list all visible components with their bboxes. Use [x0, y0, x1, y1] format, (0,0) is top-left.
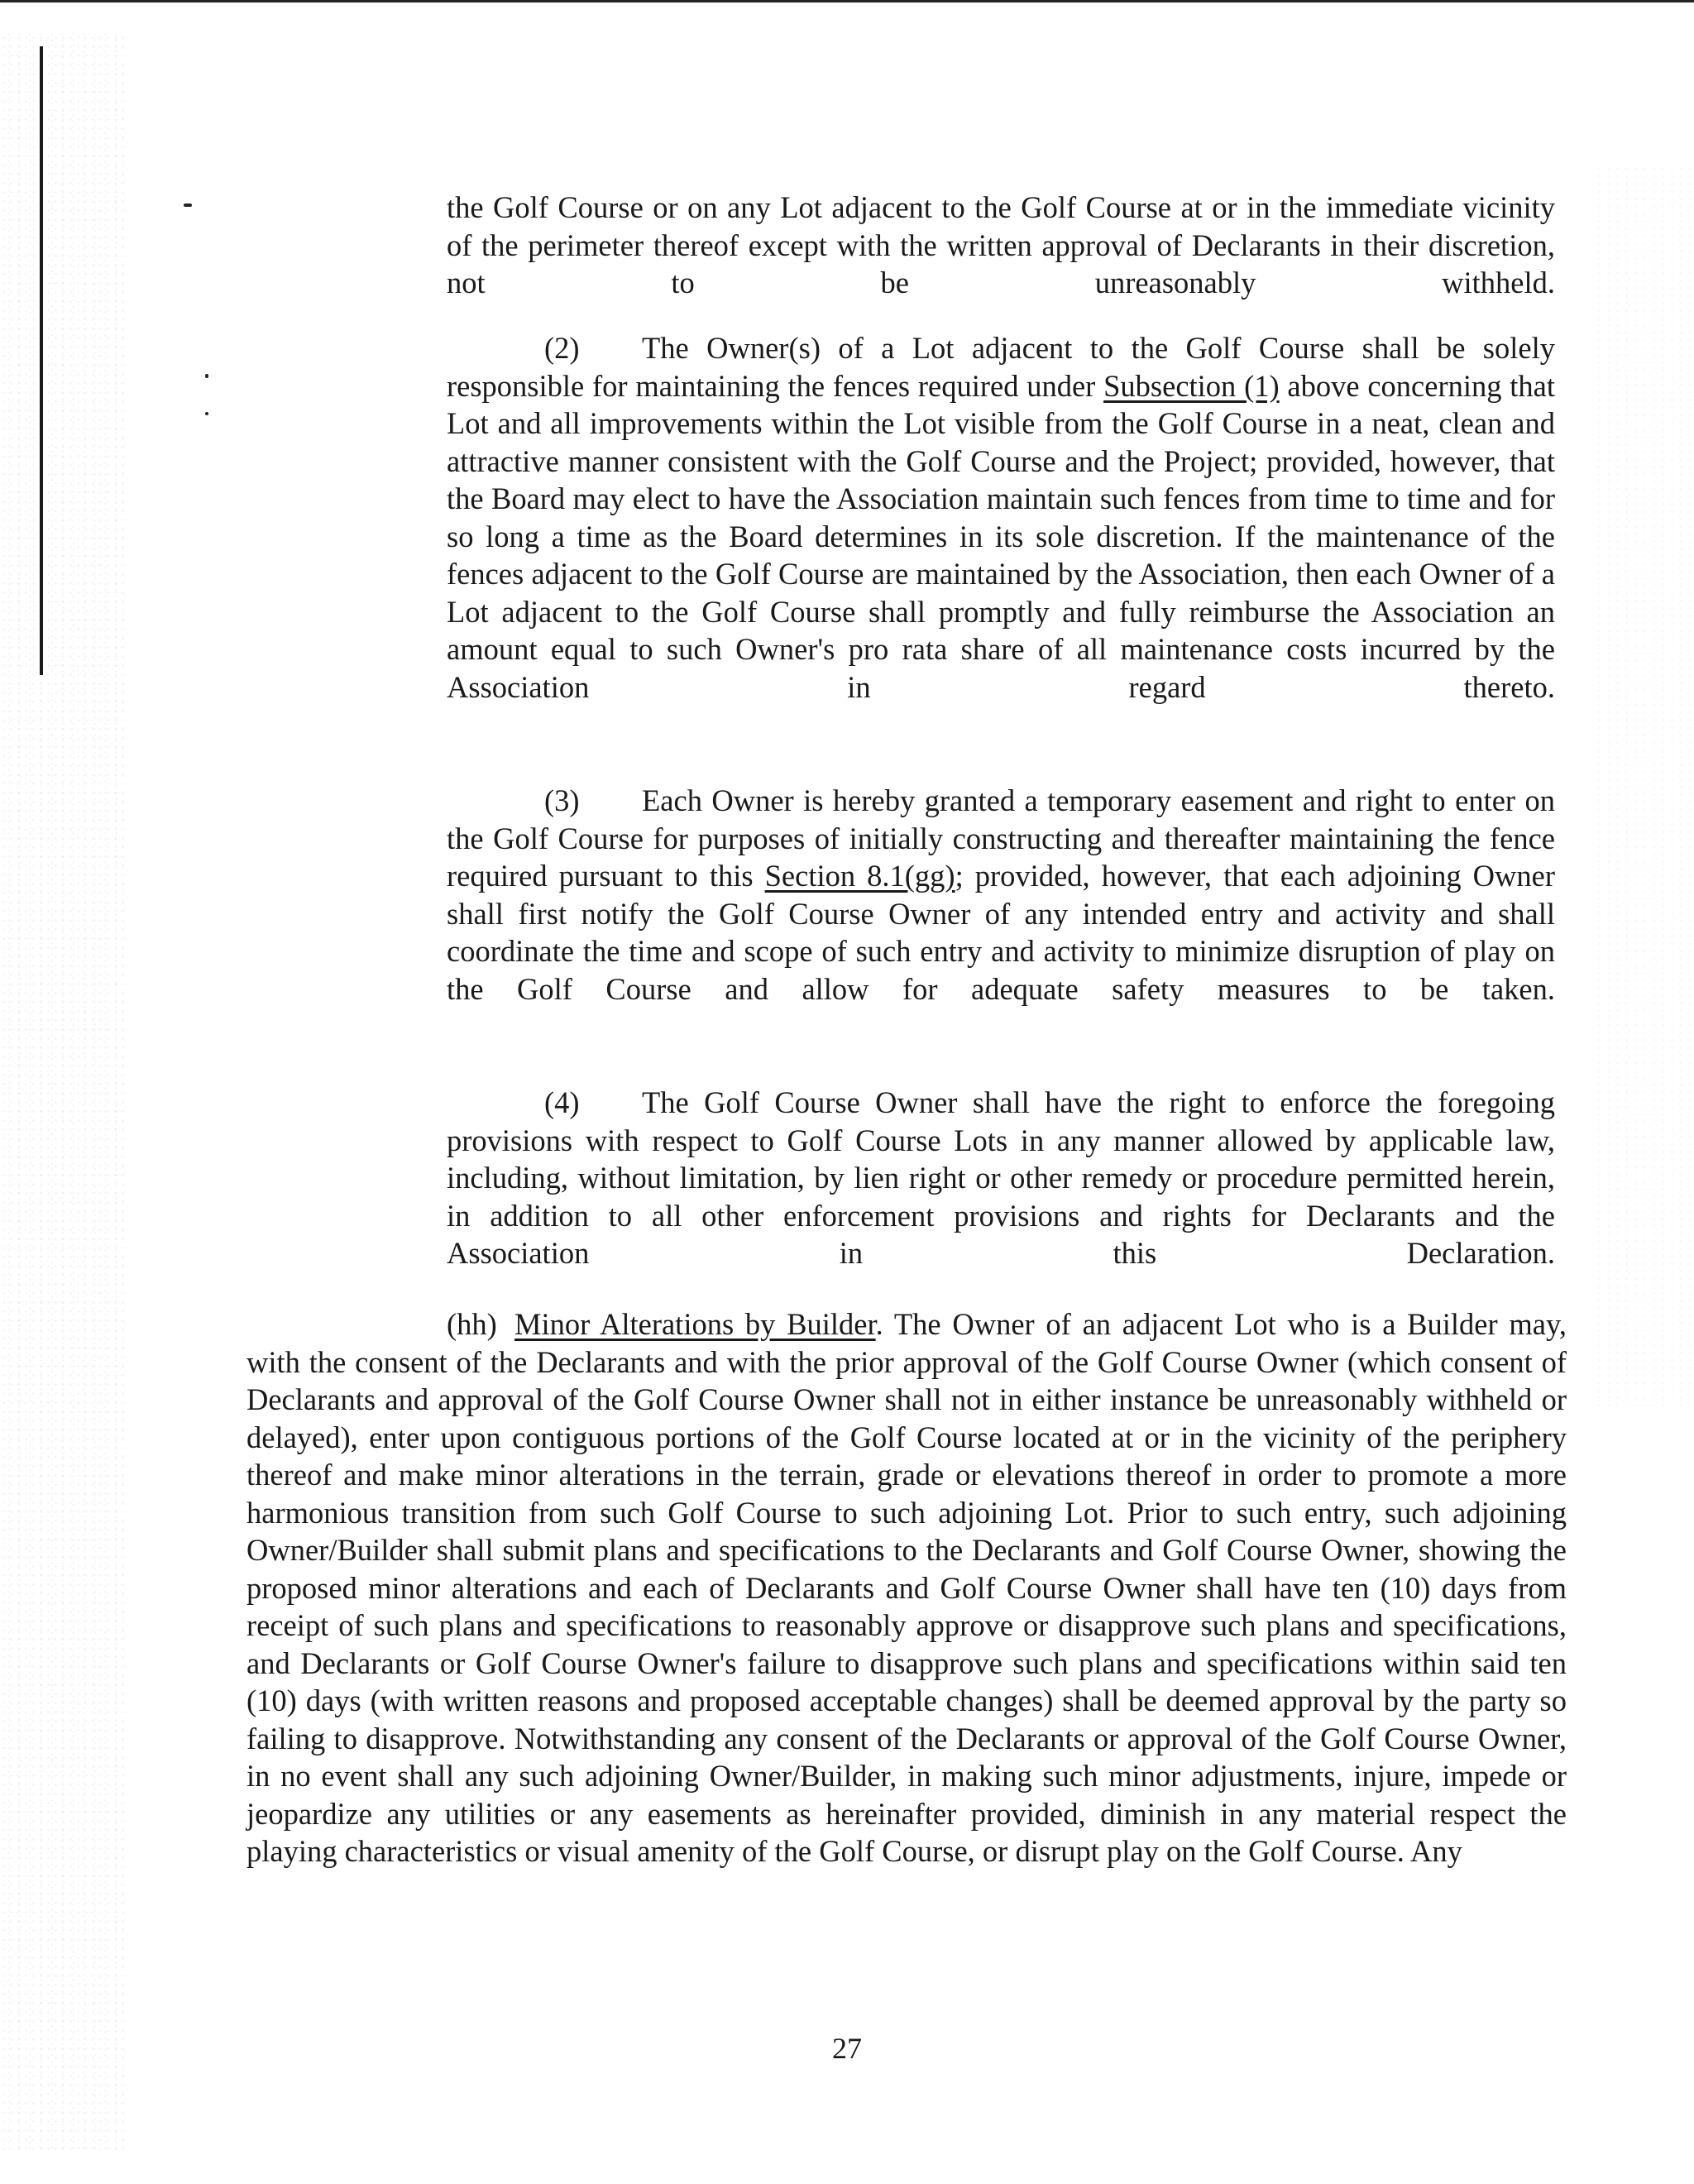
margin-mark [205, 412, 208, 415]
paragraph-number: (4) [544, 1085, 580, 1119]
paragraph-text: . The Owner of an adjacent Lot who is a Builder may, with the consent of the Declarants and with the prior approval of the Golf Course Owner (which consent of Declarants and approval of the Golf Course Owner shall not in either instance be unreasonably withheld or delayed), enter upon contiguous portions of the Golf Course located at or in the vicinity of the periphery thereof and make minor alterations in the terrain, grade or elevations thereof in order to promote a more harmonious transition from such Golf Course to such adjoining Lot. Prior to such entry, such adjoining Owner/Builder shall submit plans and specifications to the Declarants and Golf Course Owner, showing the proposed minor alterations and each of Declarants and Golf Course Owner shall have ten (10) days from receipt of such plans and specifications to reasonably approve or disapprove such plans and specifications, and Declarants or Golf Course Owner's failure to disapprove such plans and specifications within said ten (10) days (with written reasons and proposed acceptable changes) shall be deemed approval by the party so failing to disapprove. Notwithstanding any consent of the Declarants or approval of the Golf Course Owner, in no event shall any such adjoining Owner/Builder, in making such minor adjustments, injure, impede or jeopardize any utilities or any easements as hereinafter provided, diminish in any material respect the playing characteristics or visual amenity of the Golf Course, or disrupt play on the Golf Course. Any [246, 1307, 1567, 1868]
paragraph-text: The Owner(s) of a Lot adjacent to the Golf Course shall be solely responsible for maintaining the fences required under [447, 331, 1555, 403]
continuation-text: the Golf Course or on any Lot adjacent to the Golf Course at or in the immediate vicinity of the perimeter thereof except with the written approval of Declarants in their discretion, not to be unreasonably withheld. [447, 190, 1555, 299]
continuation-paragraph [447, 189, 1555, 302]
margin-mark [184, 204, 192, 207]
paragraph-text: above concerning that Lot and all improvements within the Lot visible from the Golf Course in a neat, clean and attractive manner consistent with the Golf Course and the Project; provided, however, that the Board may elect to have the Association maintain such fences from time to time and for so long a time as the Board determines in its sole discretion. If the maintenance of the fences adjacent to the Golf Course are maintained by the Association, then each Owner of a Lot adjacent to the Golf Course shall promptly and fully reimburse the Association an amount equal to such Owner's pro rata share of all maintenance costs incurred by the Association in regard thereto. [447, 368, 1556, 704]
scan-noise-right [1595, 165, 1694, 1406]
section-reference: Section 8.1(gg) [764, 859, 955, 893]
paragraph-text: ; provided, however, that each adjoining Owner shall first notify the Golf Course Owner of any intended entry and activity and shall coordinate the time and scope of such entry and activity to minimize disruption of play on the Golf Course and allow for adequate safety measures to be taken. [447, 859, 1555, 1006]
paragraph-hh [246, 1305, 1567, 1870]
paragraph-number: (2) [544, 331, 580, 365]
paragraph-4 [447, 1084, 1555, 1272]
paragraph-text: The Golf Course Owner shall have the right to enforce the foregoing provisions with respect to Golf Course Lots in any manner allowed by applicable law, including, without limitation, by lien right or other remedy or procedure permitted herein, in addition to all other enforcement provisions and rights for Declarants and the Association in this Declaration. [447, 1085, 1555, 1270]
section-heading: Minor Alterations by Builder [514, 1307, 876, 1341]
paragraph-3 [447, 782, 1555, 1008]
paragraph-number: (3) [544, 783, 580, 817]
paragraph-2 [447, 329, 1555, 706]
scan-left-margin-line [40, 46, 43, 675]
paragraph-number: (hh) [447, 1307, 497, 1341]
page-number: 27 [832, 2032, 862, 2065]
margin-mark [205, 374, 208, 378]
scan-top-edge [0, 0, 1694, 2]
scan-noise-left [0, 33, 124, 2151]
subsection-reference: Subsection (1) [1103, 368, 1280, 403]
paragraph-text: Each Owner is hereby granted a temporary easement and right to enter on the Golf Course for purposes of initially constructing and thereafter maintaining the fence required pursuant to this [447, 783, 1555, 893]
